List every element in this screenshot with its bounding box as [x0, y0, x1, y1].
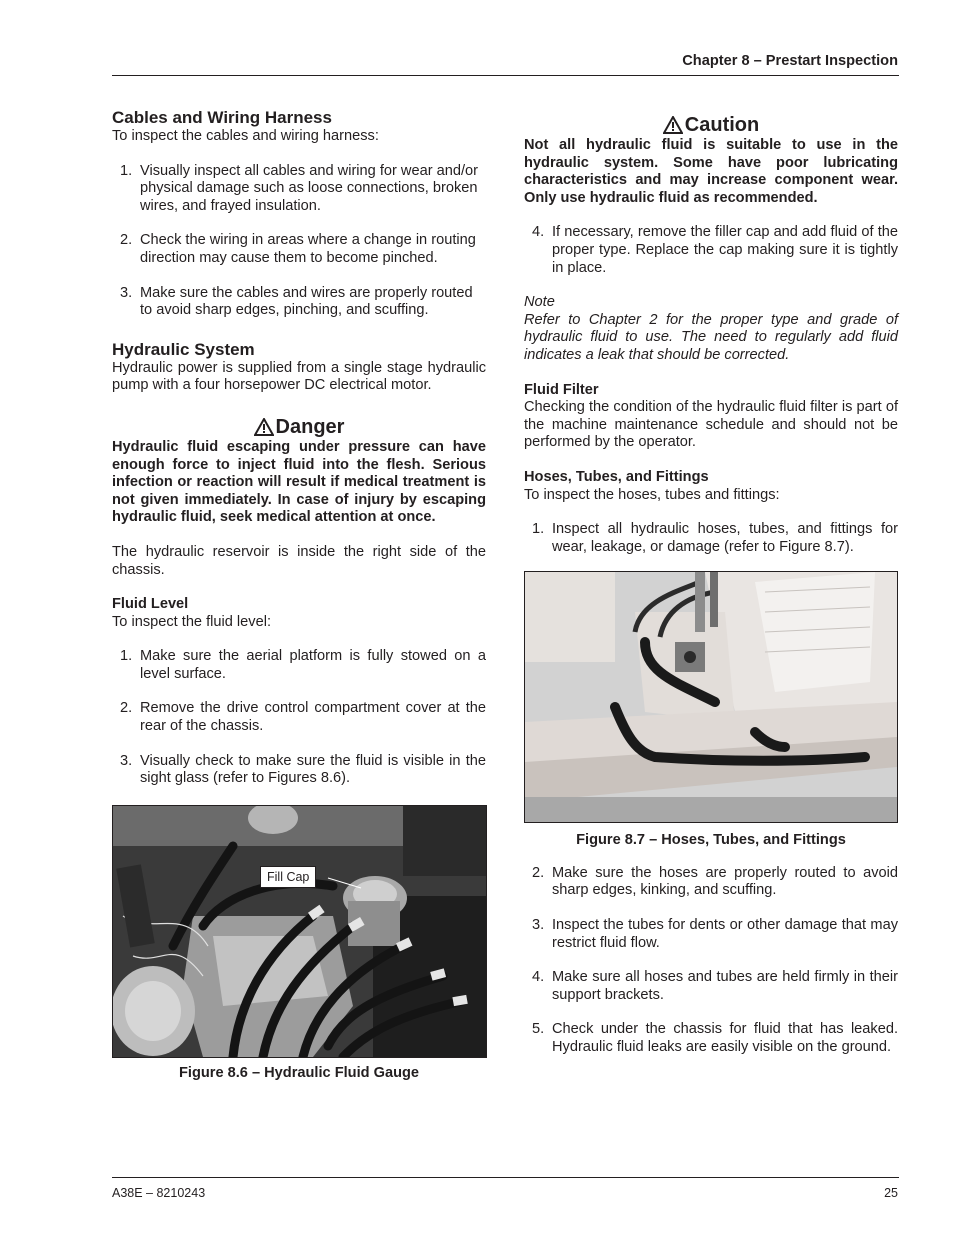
- list-item: 3. Visually check to make sure the fluid is visible in the sight glass (refer to Figures 8.6).: [120, 752, 486, 787]
- list-item: 5. Check under the chassis for fluid that has leaked. Hydraulic fluid leaks are easily visible on the ground.: [532, 1021, 898, 1056]
- fluid-filter-heading: Fluid Filter: [524, 381, 599, 398]
- fluid-level-steps: [112, 648, 486, 788]
- warning-triangle-icon: [254, 418, 274, 436]
- chapter-header: Chapter 8 – Prestart Inspection: [682, 53, 898, 69]
- note-text: Refer to Chapter 2 for the proper type and grade of hydraulic fluid to use. The need to regularly add fluid indicates a leak that should be corrected.: [524, 311, 898, 363]
- list-item: 1. Make sure the aerial platform is fully stowed on a level surface.: [120, 648, 486, 682]
- footer-rule: [112, 1177, 899, 1178]
- cables-heading: Cables and Wiring Harness: [112, 108, 332, 127]
- list-item: 2. Check the wiring in areas where a change in routing direction may cause them to become pinched.: [120, 232, 476, 266]
- fluid-level-intro: To inspect the fluid level:: [112, 613, 271, 630]
- right-column: [524, 108, 898, 1057]
- list-item: 1. Visually inspect all cables and wiring for wear and/or physical damage such as loose connections, broken wires, and frayed insulation.: [120, 162, 478, 214]
- fill-cap-callout: Fill Cap: [260, 866, 316, 888]
- reservoir-text: The hydraulic reservoir is inside the right side of the chassis.: [112, 543, 486, 578]
- hydraulic-intro: Hydraulic power is supplied from a single stage hydraulic pump with a four horsepower DC electrical motor.: [112, 359, 486, 394]
- hoses-heading: Hoses, Tubes, and Fittings: [524, 468, 709, 485]
- list-item: 1. Inspect all hydraulic hoses, tubes, and fittings for wear, leakage, or damage (refer to Figure 8.7).: [532, 521, 898, 555]
- caution-text: Not all hydraulic fluid is suitable to use in the hydraulic system. Some have poor lubricating characteristics and may increase component wear. Only use hydraulic fluid as recommended.: [524, 137, 898, 206]
- list-item: 2. Make sure the hoses are properly routed to avoid sharp edges, kinking, and scuffing.: [532, 864, 898, 899]
- hydraulic-pump-illustration: [113, 806, 486, 1057]
- danger-text: Hydraulic fluid escaping under pressure can have enough force to inject fluid into the flesh. Serious infection or reaction will result if medical treatment is not given immediately. In case of injury by escaping hydraulic fluid, seek medical attention at once.: [112, 438, 486, 526]
- header-rule: [112, 75, 899, 76]
- hoses-step-1: [524, 521, 898, 556]
- list-item: 3. Make sure the cables and wires are properly routed to avoid sharp edges, pinching, and scuffing.: [120, 284, 473, 319]
- hoses-steps: [524, 865, 898, 1057]
- list-item: 4. If necessary, remove the filler cap and add fluid of the proper type. Replace the cap making sure it is tightly in place.: [532, 224, 898, 276]
- cables-steps: [112, 163, 486, 320]
- note-label: Note: [524, 294, 555, 311]
- left-column: [112, 108, 486, 1082]
- figure-8-6-caption: Figure 8.6 – Hydraulic Fluid Gauge: [178, 1064, 420, 1081]
- page-number: 25: [884, 1186, 898, 1200]
- list-item: 4. Make sure all hoses and tubes are held firmly in their support brackets.: [532, 969, 898, 1003]
- fluid-level-step-4: [524, 224, 898, 277]
- hydraulic-gauge-photo: [112, 805, 487, 1058]
- hoses-tubes-illustration: [525, 572, 897, 822]
- hydraulic-heading: Hydraulic System: [112, 339, 255, 359]
- hoses-photo: [524, 571, 898, 823]
- danger-title: Danger: [112, 415, 486, 439]
- figure-8-7-caption: Figure 8.7 – Hoses, Tubes, and Fittings: [576, 832, 846, 849]
- fluid-filter-text: Checking the condition of the hydraulic fluid filter is part of the machine maintenance schedule and should not be performed by the operator.: [524, 399, 898, 451]
- list-item: 3. Inspect the tubes for dents or other damage that may restrict fluid flow.: [532, 917, 898, 951]
- list-item: 2. Remove the drive control compartment cover at the rear of the chassis.: [120, 700, 486, 735]
- cables-intro: To inspect the cables and wiring harness:: [112, 128, 379, 144]
- warning-triangle-icon: [663, 116, 683, 134]
- hoses-intro: To inspect the hoses, tubes and fittings:: [524, 486, 780, 503]
- caution-title: Caution: [524, 113, 898, 137]
- document-id: A38E – 8210243: [112, 1186, 206, 1200]
- fluid-level-heading: Fluid Level: [112, 596, 189, 613]
